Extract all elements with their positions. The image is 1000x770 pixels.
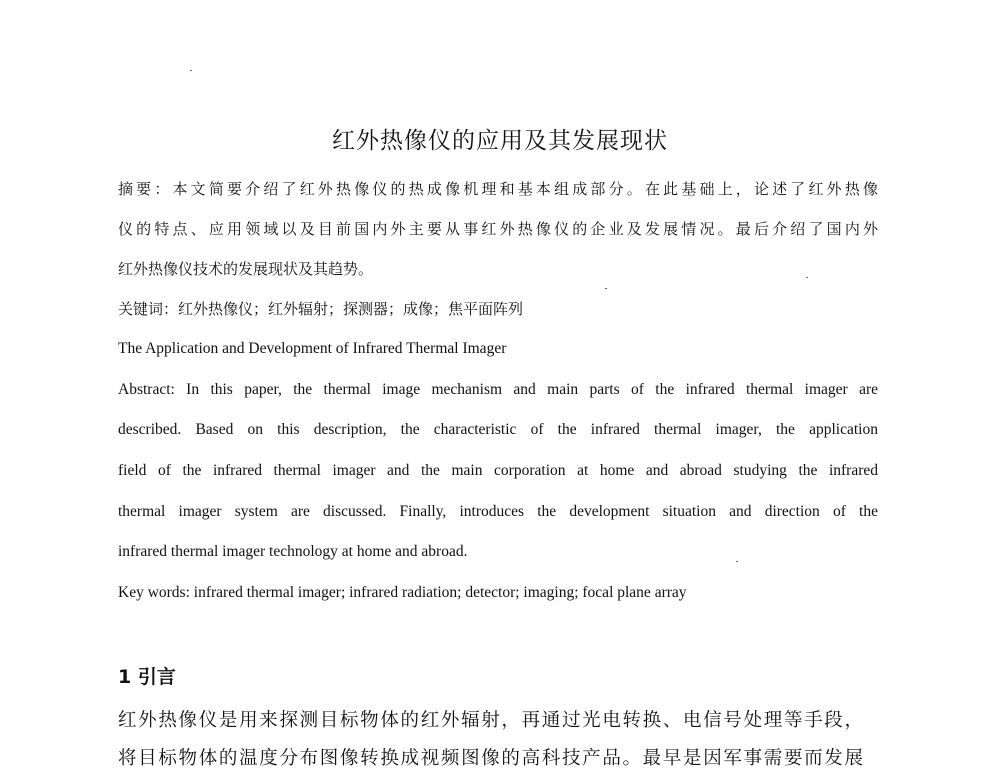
keywords-cn: 关键词：红外热像仪；红外辐射；探测器；成像；焦平面阵列 xyxy=(118,300,524,318)
keywords-en: Key words: infrared thermal imager; infrared radiation; detector; imaging; focal plane array xyxy=(118,584,687,601)
section-body-line-2: 将目标物体的温度分布图像转换成视频图像的高科技产品。最早是因军事需要而发展 xyxy=(118,748,863,769)
abstract-cn-line-1: 摘要：本文简要介绍了红外热像仪的热成像机理和基本组成部分。在此基础上，论述了红外热像 xyxy=(118,180,878,198)
abstract-en-line-4: thermal imager system are discussed. Finally, introduces the development situation and direction of the xyxy=(118,503,878,520)
abstract-cn-line-2: 仪的特点、应用领域以及目前国内外主要从事红外热像仪的企业及发展情况。最后介绍了国内外 xyxy=(118,220,878,238)
scan-speck xyxy=(190,70,192,71)
scan-speck xyxy=(605,288,607,289)
abstract-en-line-3: field of the infrared thermal imager and the main corporation at home and abroad studying the infrared xyxy=(118,462,878,479)
section-heading-introduction: 1 引言 xyxy=(118,666,176,688)
section-body-line-1: 红外热像仪是用来探测目标物体的红外辐射，再通过光电转换、电信号处理等手段， xyxy=(118,710,863,731)
paper-title-en: The Application and Development of Infrared Thermal Imager xyxy=(118,340,507,357)
abstract-en-line-5: infrared thermal imager technology at home and abroad. xyxy=(118,543,468,560)
paper-title-cn: 红外热像仪的应用及其发展现状 xyxy=(332,128,668,154)
abstract-en-line-2: described. Based on this description, the characteristic of the infrared thermal imager, the application xyxy=(118,421,878,438)
scan-speck xyxy=(736,561,738,562)
abstract-cn-line-3: 红外热像仪技术的发展现状及其趋势。 xyxy=(118,260,374,278)
abstract-en-line-1: Abstract: In this paper, the thermal image mechanism and main parts of the infrared thermal imager are xyxy=(118,381,878,398)
scan-speck xyxy=(806,277,808,278)
